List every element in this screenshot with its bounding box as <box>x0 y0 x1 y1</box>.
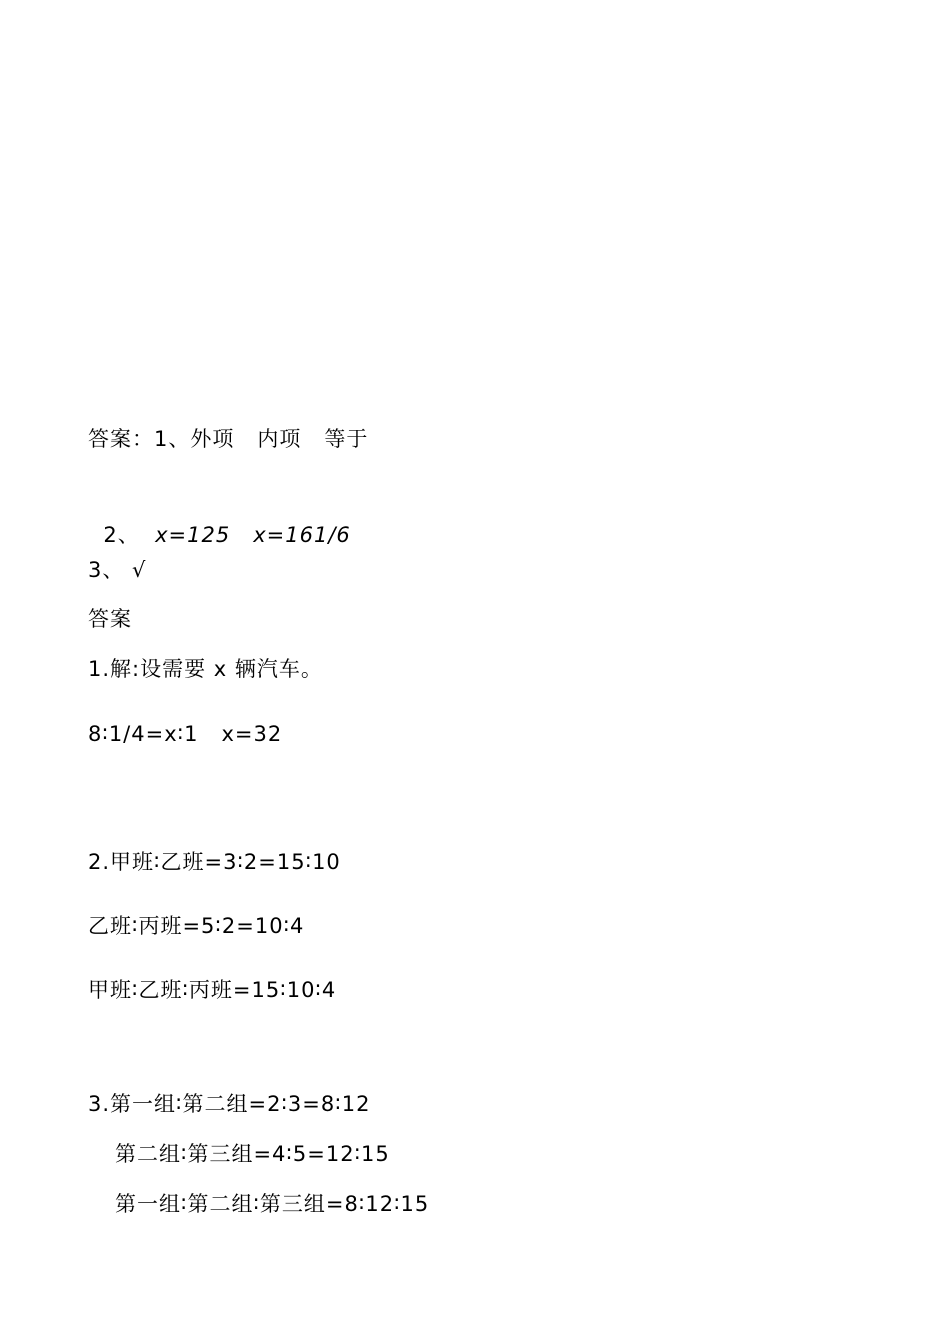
equation-x-125: x=125 <box>155 523 231 547</box>
equation-x-161-6: x=161/6 <box>253 523 351 547</box>
q1-solution-equation: 8∶1/4=x∶1 x=32 <box>88 722 283 746</box>
answer-line-3: 3、 √ <box>88 558 147 582</box>
q2-ratio-line-1: 2.甲班∶乙班=3∶2=15∶10 <box>88 850 341 874</box>
q3-ratio-line-2: 第二组∶第三组=4∶5=12∶15 <box>115 1142 390 1166</box>
q1-solution-setup: 1.解:设需要 x 辆汽车。 <box>88 657 323 681</box>
q2-ratio-line-2: 乙班∶丙班=5∶2=10∶4 <box>88 914 305 938</box>
q3-ratio-line-3: 第一组∶第二组∶第三组=8∶12∶15 <box>115 1192 430 1216</box>
answer-line-2-prefix: 2、 <box>103 523 156 547</box>
answer-line-1: 答案：1、外项 内项 等于 <box>88 427 369 451</box>
answer-line-2-gap <box>230 523 253 547</box>
answer-heading: 答案 <box>88 607 132 631</box>
q3-ratio-line-1: 3.第一组∶第二组=2∶3=8∶12 <box>88 1092 371 1116</box>
answer-line-2 <box>88 490 351 550</box>
q2-ratio-line-3: 甲班∶乙班∶丙班=15∶10∶4 <box>88 978 337 1002</box>
